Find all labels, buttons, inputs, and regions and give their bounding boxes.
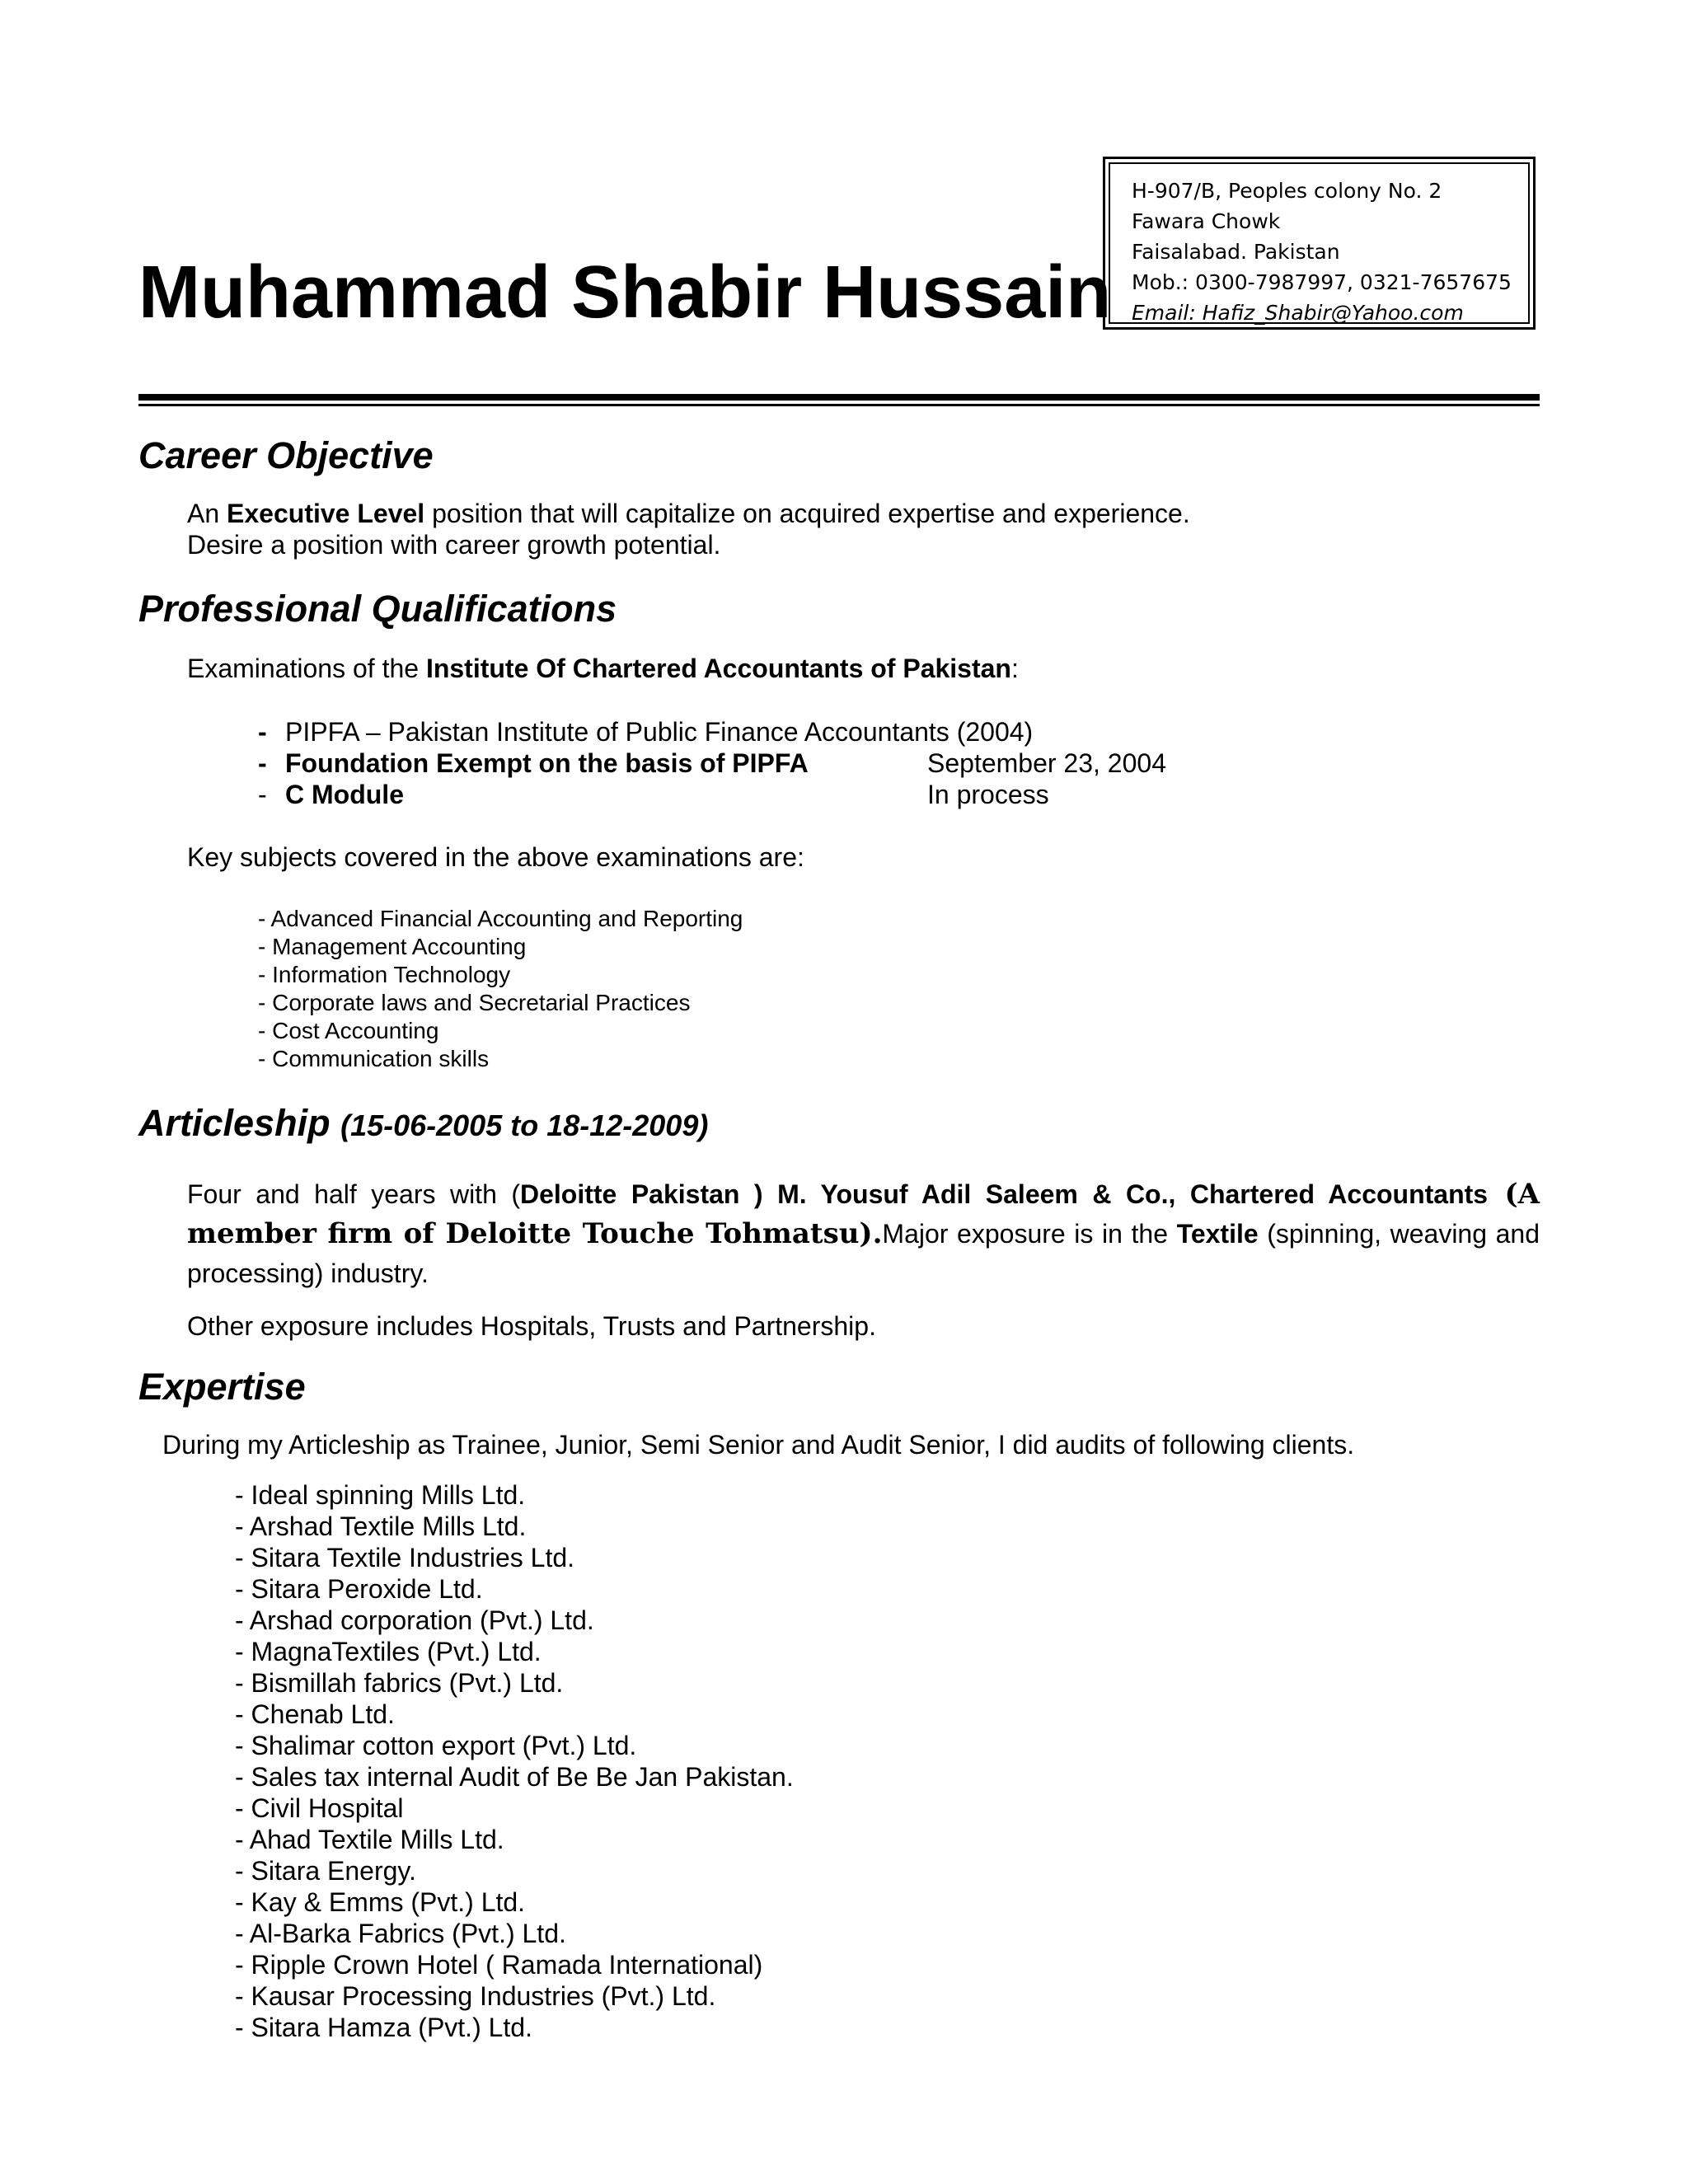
qualification-label: PIPFA – Pakistan Institute of Public Finance Accountants (2004) <box>285 717 1034 747</box>
qualification-item <box>258 748 1166 779</box>
expertise-intro: During my Articleship as Trainee, Junior, Semi Senior and Audit Senior, I did audits of following clients. <box>162 1430 1355 1460</box>
client-item: - Sitara Peroxide Ltd. <box>235 1574 483 1604</box>
subject-item: - Cost Accounting <box>258 1018 439 1043</box>
client-item: - Arshad corporation (Pvt.) Ltd. <box>235 1605 594 1635</box>
address-line-3: Faisalabad. Pakistan <box>1132 240 1340 264</box>
articleship-period: (15-06-2005 to 18-12-2009) <box>340 1108 709 1142</box>
client-item: - Ahad Textile Mills Ltd. <box>235 1825 504 1854</box>
client-item: - Sitara Hamza (Pvt.) Ltd. <box>235 2013 532 2042</box>
text-run: Examinations of the <box>187 654 426 683</box>
firm-name: Deloitte Pakistan ) M. Yousuf Adil Saleem & Co., Chartered Accountants <box>520 1179 1489 1209</box>
client-item: - Sitara Energy. <box>235 1856 416 1886</box>
client-item: - Ideal spinning Mills Ltd. <box>235 1480 526 1510</box>
contact-box-inner <box>1109 162 1530 324</box>
qualification-item <box>258 779 1049 810</box>
qualification-label: Foundation Exempt on the basis of PIPFA <box>285 748 809 778</box>
header-divider-thick <box>138 394 1540 401</box>
text-run: Four and half years with ( <box>187 1179 520 1209</box>
subject-item: - Corporate laws and Secretarial Practices <box>258 990 691 1015</box>
mobile-numbers: Mob.: 0300-7987997, 0321-7657675 <box>1132 270 1512 294</box>
text-run: (spinning, weaving and processing) industry. <box>187 1219 1540 1288</box>
client-item: - Shalimar cotton export (Pvt.) Ltd. <box>235 1731 637 1760</box>
subjects-intro: Key subjects covered in the above examinations are: <box>187 842 804 872</box>
articleship-other-exposure: Other exposure includes Hospitals, Trusts and Partnership. <box>187 1311 876 1341</box>
client-item: - Sales tax internal Audit of Be Be Jan Pakistan. <box>235 1762 794 1792</box>
qualification-date: In process <box>927 780 1049 809</box>
qualification-label: C Module <box>285 780 404 809</box>
subject-item: - Advanced Financial Accounting and Reporting <box>258 906 743 931</box>
contact-box <box>1103 157 1536 330</box>
client-item: - Civil Hospital <box>235 1793 404 1823</box>
client-item: - Arshad Textile Mills Ltd. <box>235 1511 527 1541</box>
client-item: - Ripple Crown Hotel ( Ramada International) <box>235 1950 763 1980</box>
client-item: - Al-Barka Fabrics (Pvt.) Ltd. <box>235 1919 566 1948</box>
qualification-item <box>258 716 1033 748</box>
address-line-2: Fawara Chowk <box>1132 209 1281 233</box>
subject-item: - Communication skills <box>258 1046 490 1071</box>
qualifications-heading: Professional Qualifications <box>138 588 617 630</box>
expertise-heading: Expertise <box>138 1366 306 1408</box>
client-item: - Sitara Textile Industries Ltd. <box>235 1543 575 1572</box>
client-item: - Kay & Emms (Pvt.) Ltd. <box>235 1887 526 1917</box>
career-objective-line-1 <box>187 498 1190 529</box>
subject-item: - Information Technology <box>258 962 511 987</box>
articleship-heading <box>138 1101 708 1148</box>
client-item: - MagnaTextiles (Pvt.) Ltd. <box>235 1637 542 1666</box>
client-item: - Bismillah fabrics (Pvt.) Ltd. <box>235 1668 564 1698</box>
firm-affiliation: (A member firm of Deloitte Touche Tohmatsu). <box>187 1178 1540 1250</box>
client-item: - Chenab Ltd. <box>235 1699 395 1729</box>
text-run: position that will capitalize on acquired expertise and experience. <box>424 499 1190 528</box>
articleship-description <box>187 1174 1540 1293</box>
text-run-bold: Institute Of Chartered Accountants of Pakistan <box>425 654 1011 683</box>
text-run: Major exposure is in the <box>882 1219 1177 1249</box>
articleship-title: Articleship <box>138 1102 331 1144</box>
item-dash: - <box>258 717 267 747</box>
text-run: An <box>187 499 227 528</box>
header-divider-thin <box>138 404 1540 406</box>
career-objective-line-2: Desire a position with career growth potential. <box>187 530 721 560</box>
item-dash: - <box>258 748 267 778</box>
qualification-date: September 23, 2004 <box>927 748 1166 778</box>
subject-item: - Management Accounting <box>258 934 527 959</box>
text-run: : <box>1010 654 1019 683</box>
text-run-bold: Executive Level <box>227 499 425 528</box>
client-item: - Kausar Processing Industries (Pvt.) Ltd. <box>235 1981 716 2011</box>
item-dash: - <box>258 780 267 809</box>
applicant-name: Muhammad Shabir Hussain <box>138 251 1112 334</box>
career-objective-heading: Career Objective <box>138 434 434 476</box>
email-address: Email: Hafiz_Shabir@Yahoo.com <box>1132 301 1464 325</box>
address-line-1: H-907/B, Peoples colony No. 2 <box>1132 179 1442 203</box>
industry-name: Textile <box>1176 1219 1259 1249</box>
qualifications-intro <box>187 653 1019 684</box>
